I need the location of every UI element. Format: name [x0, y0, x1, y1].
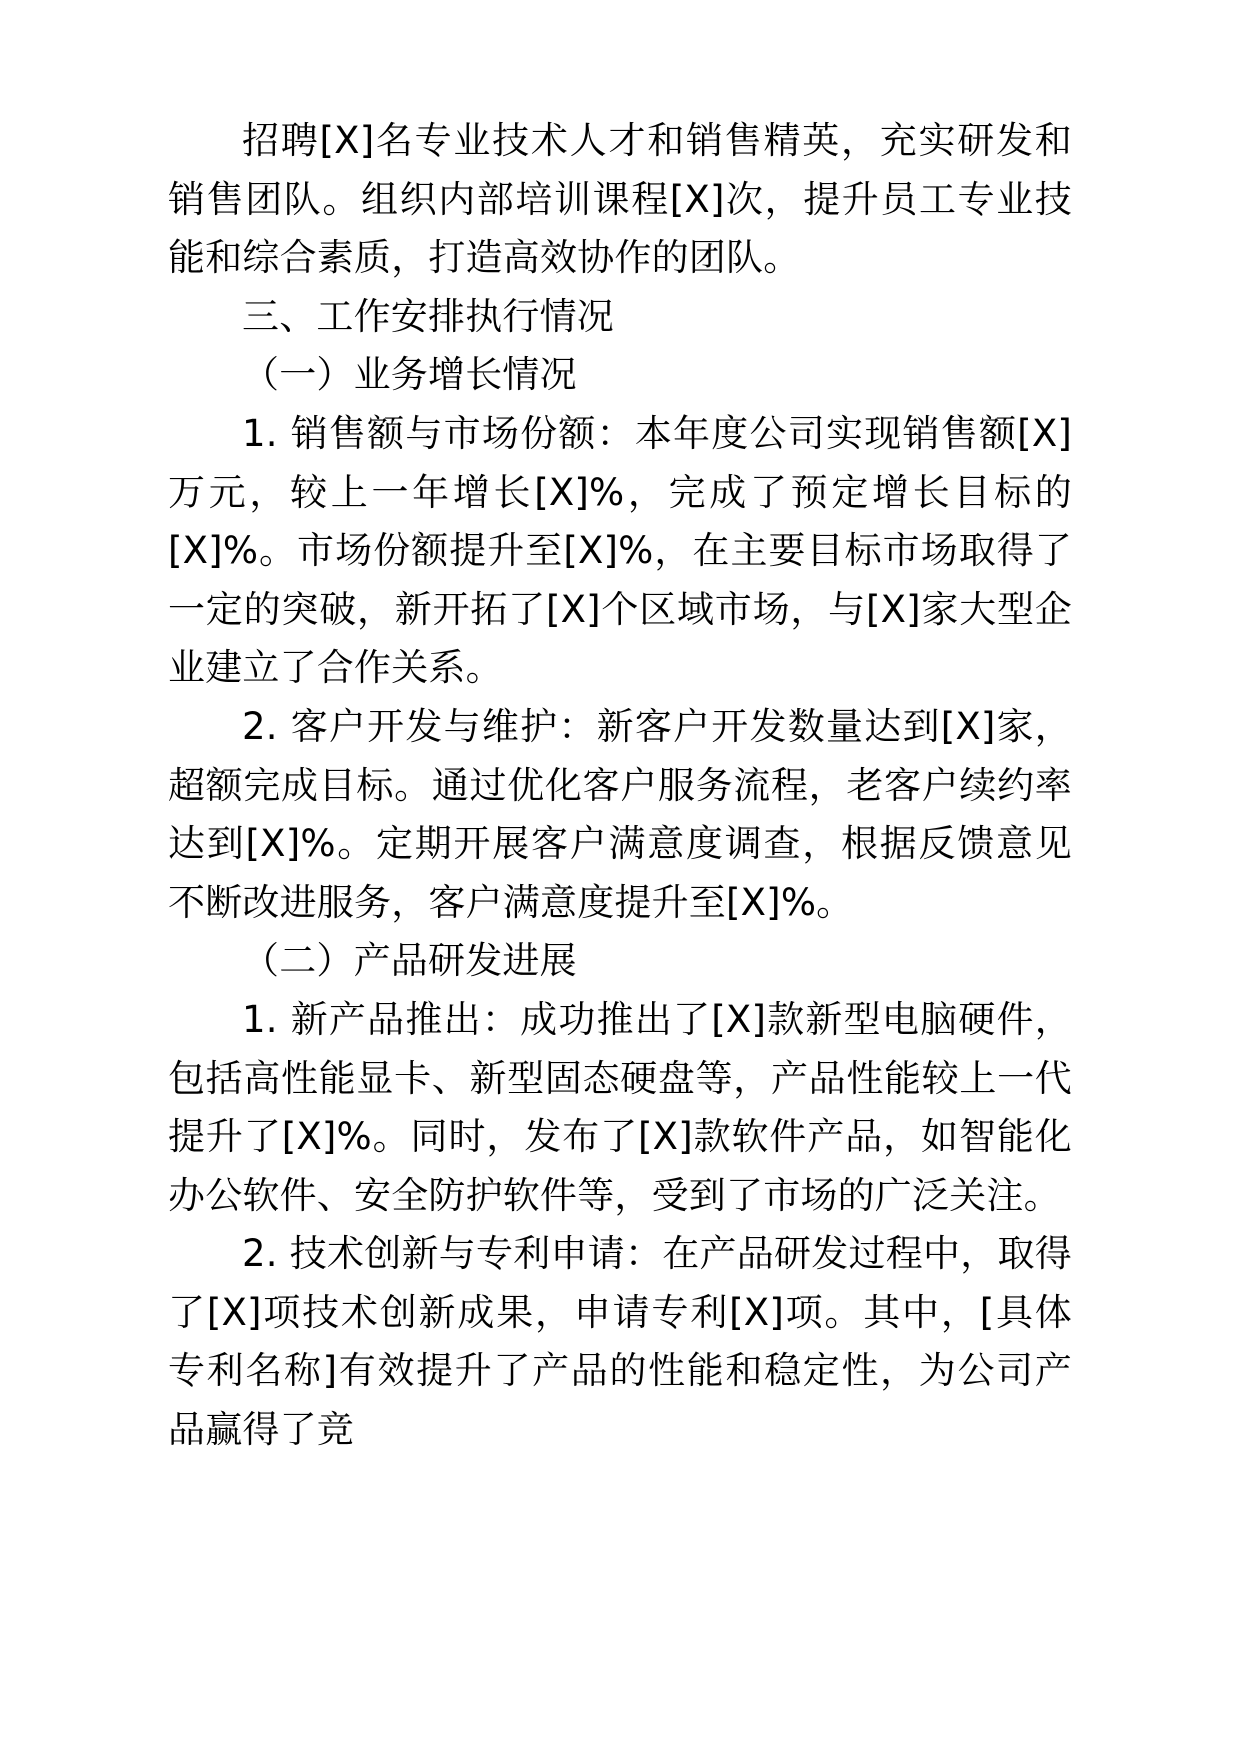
- paragraph-sales-and-market-share: 1. 销售额与市场份额：本年度公司实现销售额[X]万元，较上一年增长[X]%，完成了预定增长目标的[X]%。市场份额提升至[X]%，在主要目标市场取得了一定的突破，新开拓了[X]个区域市场，与[X]家大型企业建立了合作关系。: [168, 411, 1072, 690]
- heading-subsection-one: （一）业务增长情况: [242, 353, 577, 397]
- paragraph-staffing: 招聘[X]名专业技术人才和销售精英，充实研发和销售团队。组织内部培训课程[X]次，提升员工专业技能和综合素质，打造高效协作的团队。: [168, 119, 1072, 280]
- heading-section-three: 三、工作安排执行情况: [242, 294, 614, 338]
- heading-subsection-two: （二）产品研发进展: [242, 939, 577, 983]
- paragraph-customer-development: 2. 客户开发与维护：新客户开发数量达到[X]家，超额完成目标。通过优化客户服务流程，老客户续约率达到[X]%。定期开展客户满意度调查，根据反馈意见不断改进服务，客户满意度提升至[X]%。: [168, 704, 1072, 924]
- paragraph-new-products: 1. 新产品推出：成功推出了[X]款新型电脑硬件，包括高性能显卡、新型固态硬盘等，产品性能较上一代提升了[X]%。同时，发布了[X]款软件产品，如智能化办公软件、安全防护软件等，受到了市场的广泛关注。: [168, 997, 1072, 1217]
- paragraph-technical-innovation-patents: 2. 技术创新与专利申请：在产品研发过程中，取得了[X]项技术创新成果，申请专利[X]项。其中，[具体专利名称]有效提升了产品的性能和稳定性，为公司产品赢得了竞: [168, 1232, 1072, 1452]
- document-body: [168, 112, 1072, 1460]
